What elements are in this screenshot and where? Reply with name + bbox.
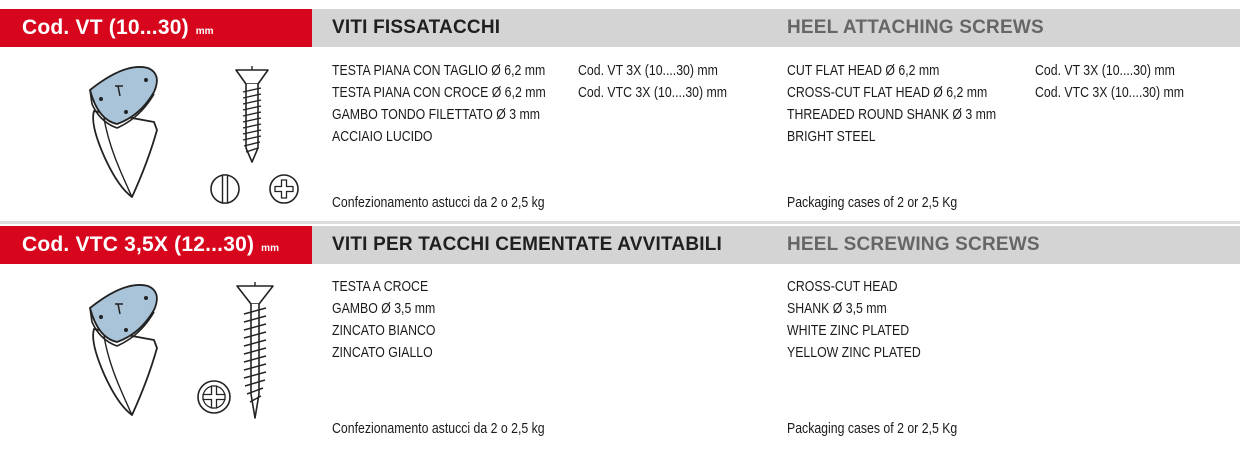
spec-line: TESTA A CROCE bbox=[332, 278, 429, 295]
section2-header-band bbox=[0, 226, 1240, 264]
heel-icon bbox=[70, 52, 170, 202]
section2-code-box bbox=[0, 226, 312, 264]
section1-codes-en bbox=[1035, 60, 1184, 104]
spec-line: YELLOW ZINC PLATED bbox=[787, 344, 921, 361]
self-tapping-screw-icon bbox=[234, 282, 276, 422]
section1-packaging-it: Confezionamento astucci da 2 o 2,5 kg bbox=[332, 194, 545, 211]
spec-line: ZINCATO GIALLO bbox=[332, 344, 433, 361]
section2-packaging-en: Packaging cases of 2 or 2,5 Kg bbox=[787, 420, 958, 437]
spec-line: GAMBO Ø 3,5 mm bbox=[332, 300, 436, 317]
spec-line: CROSS-CUT FLAT HEAD Ø 6,2 mm bbox=[787, 84, 988, 101]
code-line: Cod. VT 3X (10....30) mm bbox=[1035, 62, 1175, 79]
spec-line: WHITE ZINC PLATED bbox=[787, 322, 910, 339]
code-line: Cod. VTC 3X (10....30) mm bbox=[578, 84, 728, 101]
section1-specs-en bbox=[787, 60, 996, 148]
section1-title-en: HEEL ATTACHING SCREWS bbox=[787, 17, 1044, 38]
section-divider bbox=[0, 221, 1240, 224]
section1-packaging-en: Packaging cases of 2 or 2,5 Kg bbox=[787, 194, 958, 211]
heel-icon bbox=[70, 270, 170, 420]
section2-title-en: HEEL SCREWING SCREWS bbox=[787, 234, 1040, 255]
spec-line: TESTA PIANA CON TAGLIO Ø 6,2 mm bbox=[332, 62, 546, 79]
code-line: Cod. VT 3X (10....30) mm bbox=[578, 62, 718, 79]
section2-code-unit: mm bbox=[261, 243, 279, 254]
spec-line: SHANK Ø 3,5 mm bbox=[787, 300, 887, 317]
wood-screw-icon bbox=[232, 66, 272, 166]
section1-code: Cod. VT (10...30) bbox=[22, 16, 189, 39]
spec-line: CROSS-CUT HEAD bbox=[787, 278, 898, 295]
cross-head-icon bbox=[195, 378, 233, 416]
spec-line: BRIGHT STEEL bbox=[787, 128, 876, 145]
section1-code-unit: mm bbox=[195, 26, 214, 37]
spec-line: ZINCATO BIANCO bbox=[332, 322, 436, 339]
section1-codes-it bbox=[578, 60, 727, 104]
cross-head-icon bbox=[267, 172, 301, 206]
spec-line: TESTA PIANA CON CROCE Ø 6,2 mm bbox=[332, 84, 546, 101]
section1-title-it: VITI FISSATACCHI bbox=[332, 17, 501, 38]
section2-specs-it bbox=[332, 276, 435, 364]
spec-line: CUT FLAT HEAD Ø 6,2 mm bbox=[787, 62, 940, 79]
section2-specs-en bbox=[787, 276, 921, 364]
spec-line: THREADED ROUND SHANK Ø 3 mm bbox=[787, 106, 997, 123]
spec-line: ACCIAIO LUCIDO bbox=[332, 128, 433, 145]
spec-line: GAMBO TONDO FILETTATO Ø 3 mm bbox=[332, 106, 540, 123]
code-line: Cod. VTC 3X (10....30) mm bbox=[1035, 84, 1185, 101]
section2-packaging-it: Confezionamento astucci da 2 o 2,5 kg bbox=[332, 420, 545, 437]
section2-code: Cod. VTC 3,5X (12...30) bbox=[22, 233, 255, 256]
section1-header-band bbox=[0, 9, 1240, 47]
section2-title-it: VITI PER TACCHI CEMENTATE AVVITABILI bbox=[332, 234, 723, 255]
slot-head-icon bbox=[208, 172, 242, 206]
section1-specs-it bbox=[332, 60, 546, 148]
section1-code-box bbox=[0, 9, 312, 47]
